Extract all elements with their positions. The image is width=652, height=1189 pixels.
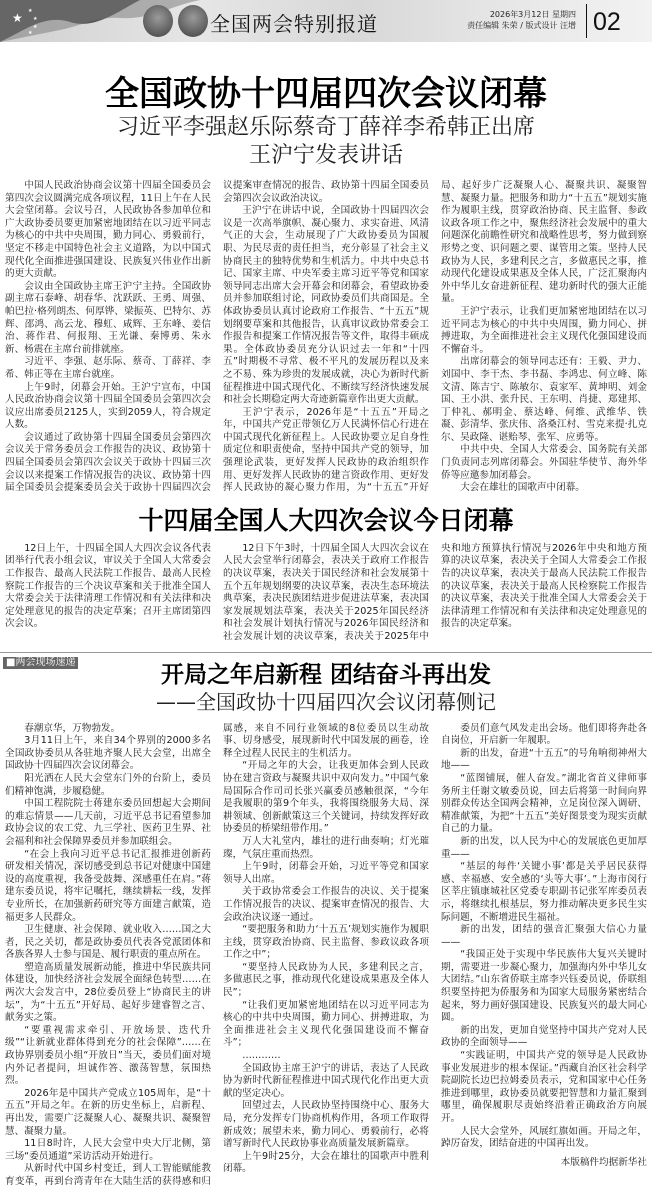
- paragraph: …………: [242, 1050, 281, 1062]
- paragraph: 新的出发，以人民为中心的发展底色更加厚重——: [441, 835, 647, 860]
- paragraph: 12日下午3时，十四届全国人大四次会议在人民大会堂举行闭幕会，表决关于政府工作报告的决议草案，表决关于国民经济和社会发展第十五个五年规划纲要的决议草案，表决生态环境法典草案，表决民族团结进步促进法草案，表决国家发展规划法草案，表决关于2025年国民经济和社会发展计划执行情况与2026年国民经济和社会发展计划的决议草案，表决关于2025年中央和地方预算执行情况与2026年中央和地方预算的决议草案，表决关于全国人大常委会工作报告的决议草案，表决关于最高人民法院工作报告的决议草案，表决关于最高人民检察院工作报告的决议草案，表决关于批准全国人大常委会关于法律清理工作情况和有关法律和决定处理意见的报告的决定草案。: [223, 542, 647, 642]
- paragraph: 大会在雄壮的国歌声中闭幕。: [460, 482, 585, 494]
- paragraph: 新的出发，奋进“十五五”的号角响彻神州大地——: [441, 747, 647, 772]
- paragraph: 阳光洒在人民大会堂东门外的台阶上，委员们精神饱满，步履稳健。: [5, 772, 211, 797]
- cppcc-emblem-icon: [178, 5, 208, 37]
- paragraph: 新的出发，团结的强音汇聚强大信心力量——: [441, 924, 647, 948]
- paragraph: 上午9时，闭幕会开始，习近平等党和国家领导人出席。: [223, 861, 429, 885]
- source-credit: 本版稿件均据新华社: [560, 1156, 647, 1168]
- paragraph: 王沪宁表示，让我们更加紧密地团结在以习近平同志为核心的中共中央周围，勤力同心、拼搏进取，为全面推进社会主义现代化强国建设而不懈奋斗。: [441, 305, 647, 355]
- paragraph: 春潮京华，万物勃发。: [24, 722, 121, 734]
- svg-text:★: ★: [28, 8, 33, 14]
- article2-body: [0, 543, 652, 644]
- paragraph: “实践证明，中国共产党的领导是人民政协事业发展进步的根本保证。”西藏自治区社会科学院副院长边巴拉姆委员表示，党和国家中心任务推进到哪里，政协委员就要把智慧和力量汇聚到哪里，确保履职尽责始终沿着正确政治方向展开。: [441, 1050, 647, 1124]
- paragraph: 中国工程院院士蒋建东委员回想起大会期间的难忘情景——几天前，习近平总书记看望参加政协会议的农工党、九三学社、医药卫生界、社会福利和社会保障界委员并参加联组会。: [5, 798, 211, 847]
- svg-text:★: ★: [12, 11, 23, 25]
- paragraph: “要把服务和助力‘十五五’规划实施作为履职主线，贯穿政治协商、民主监督、参政议政各项工作之中”；: [223, 924, 429, 961]
- paragraph: 出席闭幕会的领导同志还有：王毅、尹力、刘国中、李干杰、李书磊、李鸿忠、何立峰、陈文清、陈吉宁、陈敏尔、袁家军、黄坤明、刘金国、王小洪、张升民、王东明、肖捷、郑建邦、丁仲礼、郝明金、蔡达峰、何维、武维华、铁凝、彭清华、张庆伟、洛桑江村、雪克来提·扎克尔、吴政隆、谌贻琴、张军、应勇等。: [441, 356, 647, 443]
- paragraph: “要坚持人民政协为人民，多建利民之言，多做惠民之事，推动现代化建设成果惠及全体人民”；: [223, 961, 429, 999]
- paragraph: 万人大礼堂内，雄壮的进行曲奏响；灯光璀璨，气氛庄重而热烈。: [223, 835, 429, 860]
- svg-text:★: ★: [33, 24, 38, 30]
- paragraph: 中共中央、全国人大常委会、国务院有关部门负责同志列席闭幕会。外国驻华使节、海外华侨等应邀参加闭幕会。: [441, 444, 647, 481]
- paragraph: 新的出发，更加自觉坚持中国共产党对人民政协的全面领导——: [441, 1024, 647, 1049]
- section-title: 全国两会特别报道: [210, 12, 378, 36]
- masthead: [0, 0, 652, 42]
- paragraph: “开局之年的大会，让我更加体会到人民政协在建言资政与凝聚共识中双向发力。”中国气象局国际合作司司长张兴赢委员感触很深，“今年是我履职的第9个年头，我将围绕服务大局、深耕领域、创新献策这三个关键词，持续发挥好政协委员的桥梁纽带作用。”: [223, 760, 429, 835]
- article3-headline: 开局之年启新程 团结奋斗再出发: [160, 661, 491, 688]
- article1-body: [0, 180, 652, 495]
- paragraph: “蓝图铺展，催人奋发。”湖北省首义律师事务所主任谢文敏委员说，回去后将第一时间向界别群众传达全国两会精神，立足岗位深入调研、精准献策，为把“十五五”美好图景变为现实贡献自己的力量。: [441, 772, 647, 835]
- paragraph: “我国正处于实现中华民族伟大复兴关键时期，需要进一步凝心聚力，加强海内外中华儿女大团结。”山东省侨联主席李兴钰委员说，侨联组织要坚持把为侨服务和为国家大局服务紧密结合起来，努力画好强国建设、民族复兴的最大同心圆。: [441, 949, 647, 1024]
- editor-credit: 责任编辑 朱荣 / 版式设计 汪增: [467, 21, 576, 30]
- article1-subtitle-2: 王沪宁发表讲话: [248, 143, 403, 168]
- article1-headline: 全国政协十四届四次会议闭幕: [105, 74, 547, 114]
- divider: [586, 4, 587, 38]
- paragraph: “让我们更加紧密地团结在以习近平同志为核心的中共中央周围，勤力同心、拼搏进取，为全面推进社会主义现代化强国建设而不懈奋斗”；: [223, 999, 429, 1049]
- paragraph: 上午9时，闭幕会开始。王沪宁宣布，中国人民政治协商会议第十四届全国委员会第四次会议应出席委员2125人，实到2059人，符合规定人数。: [5, 381, 211, 431]
- paragraph: 卫生健康、社会保障、就业收入……国之大者，民之关切，都是政协委员代表各党派团体和各族各界人士参与国是、履行职责的重点所在。: [5, 924, 211, 961]
- paragraph: 委员们意气风发走出会场。他们即将奔赴各自岗位，开启新一年履职。: [441, 722, 647, 747]
- article1-subtitle-1: 习近平李强赵乐际蔡奇丁薛祥李希韩正出席: [116, 115, 535, 140]
- paragraph: 关于政协常委会工作报告的决议、关于提案工作情况报告的决议、提案审查情况的报告、大会政治决议逐一通过。: [223, 886, 429, 923]
- paragraph: 塑造高质量发展新动能，推进中华民族共同体建设，加快经济社会发展全面绿色转型……在两次大会发言中，28位委员登上“协商民主的讲坛”，为“十五五”开好局、起好步建睿智之言、献务实之策。: [5, 961, 211, 1024]
- page-number: 02: [593, 8, 621, 36]
- paragraph: 王沪宁表示，2026年是“十五五”开局之年，中国共产党正带领亿万人民满怀信心行进在中国式现代化新征程上。人民政协要立足自身性质定位和职责使命，坚持中国共产党的领导，加强理论武装，更好发挥人民政协的政治组织作用、更好发挥人民政协的建言资政作用、更好发挥人民政协的凝心聚力作用，为“十五五”开好局、起好步广泛凝聚人心、凝聚共识、凝聚智慧、凝聚力量。把服务和助力“十五五”规划实施作为履职主线，贯穿政治协商、民主监督、参政议政各项工作之中，聚焦经济社会发展中的重大问题深化前瞻性研究和战略性思考，努力做到察形势之变、识问题之要、谋管用之策。坚持人民政协为人民，多建利民之言，多做惠民之事，推动现代化建设成果惠及全体人民，广泛汇聚海内外中华儿女奋进新征程、建功新时代的强大正能量。: [223, 180, 647, 494]
- issue-date: 2026年3月12日 星期四: [489, 10, 576, 19]
- paragraph: “在会上我向习近平总书记汇报推进创新药研发相关情况，深切感受到总书记对健康中国建设的高度重视，我备受鼓舞、深感重任在肩。”蒋建东委员说，将牢记嘱托，继续耕耘一线，发挥专业所长，在加强新药研究等方面建言献策，造福更多人民群众。: [5, 848, 211, 923]
- paragraph: 会议通过了政协第十四届全国委员会第四次会议关于常务委员会工作报告的决议、政协第十四届全国委员会第四次会议关于政协十四届三次会议以来提案工作情况报告的决议、政协第十四届全国委员会提案委员会关于政协十四届四次会议提案审查情况的报告、政协第十四届全国委员会第四次会议政治决议。: [5, 180, 429, 494]
- svg-text:★: ★: [28, 30, 33, 36]
- paragraph: “基层的每件‘关键小事’都是关乎居民获得感、幸福感、安全感的‘头等大事’。”上海市闵行区莘庄镇康城社区党委专职副书记张军库委员表示，将继续扎根基层，努力推动解决更多民生实际问题，不断增进民生福祉。: [441, 861, 647, 923]
- paragraph: 12日上午，十四届全国人大四次会议各代表团举行代表小组会议，审议关于全国人大常委会工作报告、最高人民法院工作报告、最高人民检察院工作报告的三个决议草案和关于批准全国人大常委会关于法律清理工作情况和有关法律和决定处理意见的报告的决定草案；召开主席团第四次会议。: [5, 542, 211, 630]
- article3-subtitle: ——全国政协十四届四次会议闭幕侧记: [156, 689, 496, 714]
- masthead-meta: [400, 9, 576, 31]
- svg-text:★: ★: [33, 16, 38, 22]
- paragraph: 人民大会堂外，风展红旗如画。开局之年，踔厉奋发，团结奋进的中国再出发。: [441, 1125, 647, 1150]
- paragraph: 习近平、李强、赵乐际、蔡奇、丁薛祥、李希、韩正等在主席台就座。: [5, 356, 211, 380]
- paragraph: 11日8时许，人民大会堂中央大厅北侧，第三场“委员通道”采访活动开始进行。: [5, 1138, 211, 1162]
- paragraph: 3月11日上午，来自34个界别的2000多名全国政协委员从各驻地齐聚人民大会堂，出席全国政协十四届四次会议闭幕会。: [5, 735, 211, 772]
- section-label: ■两会现场速递: [3, 657, 78, 669]
- paragraph: 从新时代中国乡村变迁，到人工智能赋能教育变革，再到台湾青年在大陆生活的获得感和归属感，来自不同行业领域的8位委员以生动故事、切身感受，展现新时代中国发展的画卷，诠释全过程人民民主的生机活力。: [5, 722, 429, 1187]
- paragraph: 上午9时25分，大会在雄壮的国歌声中胜利闭幕。: [223, 1150, 429, 1175]
- paragraph: 2026年是中国共产党成立105周年，是“十五五”开局之年。在新的历史坐标上，启新程、再出发，需要广泛凝聚人心、凝聚共识、凝聚智慧、凝聚力量。: [5, 1087, 211, 1137]
- paragraph: 回望过去，人民政协坚持围绕中心、服务大局，充分发挥专门协商机构作用，各项工作取得新成效；展望未来，勤力同心、勇毅前行，必将谱写新时代人民政协事业高质量发展新篇章。: [223, 1100, 429, 1150]
- paragraph: 会议由全国政协主席王沪宁主持。全国政协副主席石泰峰、胡春华、沈跃跃、王勇、周强、帕巴拉·格列朗杰、何厚铧、梁振英、巴特尔、苏辉、邵鸿、高云龙、穆虹、咸辉、王东峰、姜信治、蒋作君、何报翔、王光谦、秦博勇、朱永新、杨震在主席台前排就座。: [5, 280, 211, 355]
- national-emblem-icon: [143, 5, 173, 37]
- paragraph: 王沪宁在讲话中说，全国政协十四届四次会议是一次高举旗帜、凝心聚力、求实奋进、风清气正的大会，生动展现了广大政协委员为国履职、为民尽责的责任担当，充分彰显了社会主义协商民主的独特优势和生机活力。中共中央总书记、国家主席、中央军委主席习近平等党和国家领导同志出席大会开幕会和闭幕会，看望政协委员并参加联组讨论，同政协委员们共商国是。全体政协委员认真讨论政府工作报告、“十五五”规划纲要草案和其他报告，认真审议政协常委会工作报告和提案工作情况报告等文件，取得丰硕成果。全体政协委员充分认识过去一年和“十四五”时期极不寻常、极不平凡的发展历程以及来之不易、殊为珍贵的发展成就，决心为新时代新征程推进中国式现代化、不断续写经济快速发展和社会长期稳定两大奇迹新篇章作出更大贡献。: [223, 205, 429, 406]
- article2-headline: 十四届全国人大四次会议今日闭幕: [138, 505, 514, 535]
- paragraph: “要重视需求牵引、开放场景、迭代升级”“让新就业群体得到充分的社会保障”……在政协界别委员小组“开放日”当天，委员们面对境内外记者提问，坦诚作答、激荡智慧，氛围热烈。: [5, 1024, 211, 1087]
- article3-header: [0, 653, 652, 715]
- paragraph: 全国政协主席王沪宁的讲话，表达了人民政协为新时代新征程推进中国式现代化作出更大贡献的坚定决心。: [223, 1062, 429, 1099]
- article3-body: [0, 723, 652, 1189]
- paragraph: 中国人民政治协商会议第十四届全国委员会第四次会议圆满完成各项议程，11日上午在人民大会堂闭幕。会议号召，人民政协各参加单位和广大政协委员要更加紧密地团结在以习近平同志为核心的中共中央周围，勤力同心、勇毅前行，坚定不移走中国特色社会主义道路，为以中国式现代化全面推进强国建设、民族复兴伟业作出新的更大贡献。: [5, 180, 211, 280]
